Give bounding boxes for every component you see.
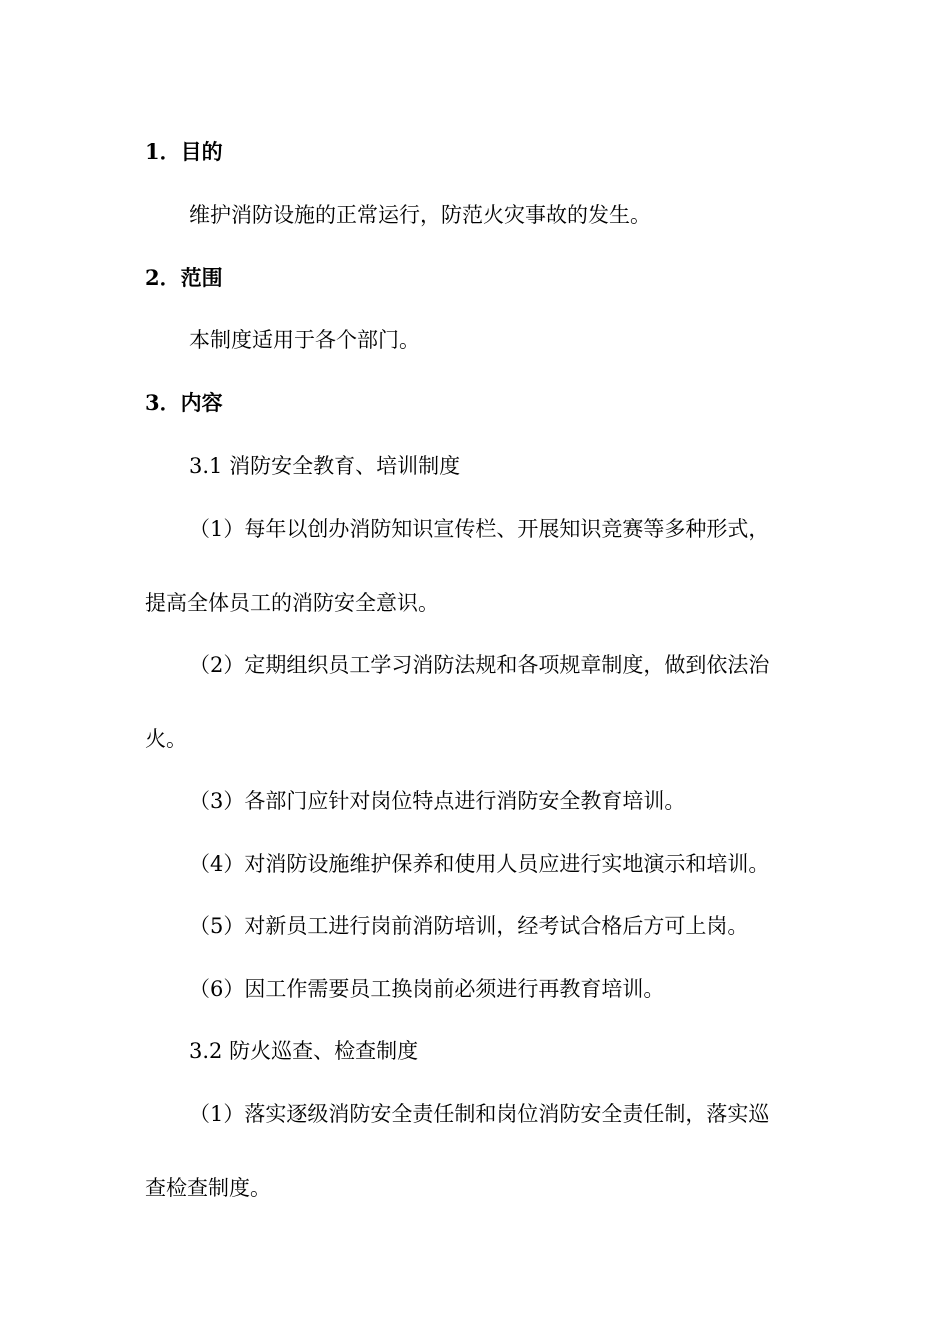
section-heading-scope: 2．范围 bbox=[145, 265, 223, 290]
list-item-line: （6）因工作需要员工换岗前必须进行再教育培训。 bbox=[189, 977, 665, 1001]
list-item-line: （3）各部门应针对岗位特点进行消防安全教育培训。 bbox=[189, 789, 686, 813]
list-item-line: （5）对新员工进行岗前消防培训，经考试合格后方可上岗。 bbox=[189, 914, 749, 938]
paragraph-purpose: 维护消防设施的正常运行，防范火灾事故的发生。 bbox=[189, 203, 651, 227]
subsection-title-inspection: 3.2 防火巡查、检查制度 bbox=[189, 1039, 419, 1063]
section-heading-purpose: 1．目的 bbox=[145, 139, 223, 164]
paragraph-scope: 本制度适用于各个部门。 bbox=[189, 328, 420, 352]
list-item-line: 查检查制度。 bbox=[145, 1176, 271, 1200]
list-item-line: （4）对消防设施维护保养和使用人员应进行实地演示和培训。 bbox=[189, 852, 770, 876]
list-item-line: 提高全体员工的消防安全意识。 bbox=[145, 591, 439, 615]
list-item-line: 火。 bbox=[145, 727, 187, 751]
list-item-line: （2）定期组织员工学习消防法规和各项规章制度，做到依法治 bbox=[189, 653, 770, 677]
list-item-line: （1）每年以创办消防知识宣传栏、开展知识竞赛等多种形式， bbox=[189, 517, 770, 541]
list-item-line: （1）落实逐级消防安全责任制和岗位消防安全责任制，落实巡 bbox=[189, 1102, 770, 1126]
subsection-title-training: 3.1 消防安全教育、培训制度 bbox=[189, 454, 461, 478]
section-heading-content: 3．内容 bbox=[145, 390, 223, 415]
